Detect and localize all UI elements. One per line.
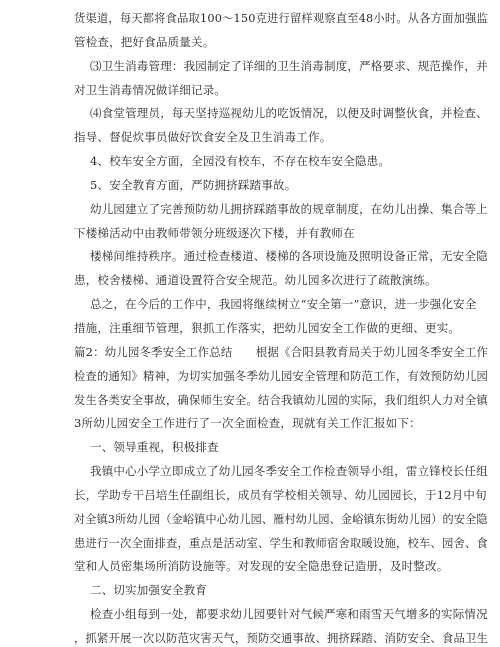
text-line: 幼儿园建立了完善预防幼儿拥挤踩踏事故的规章制度，在幼儿出操、集合等上: [90, 202, 488, 216]
text-line: 总之，在今后的工作中，我园将继续树立“安全第一”意识，进一步强化安全: [90, 297, 477, 311]
text-line: ，抓紧开展一次以防范灾害天气，预防交通事故、拥挤踩踏、消防安全、食品卫生: [74, 631, 489, 645]
text-line: 堂和人员密集场所消防设施等。对发现的安全隐患登记造册，及时整改。: [74, 559, 449, 573]
text-line: 长，学助专干吕培生任副组长，成员有学校相关领导、幼儿园园长，于12月中旬: [74, 488, 487, 502]
section-heading: 5、安全教育方面，严防拥挤踩踏事故。: [90, 178, 297, 192]
text-line: 检查小组每到一处，都要求幼儿园要针对气候严寒和雨雪天气增多的实际情况: [90, 607, 488, 621]
text-line: 楼梯间维持秩序。通过检查楼道、楼梯的各项设施及照明设备正常，无安全隐: [90, 249, 488, 263]
text-line: 货渠道，每天都将食品取100～150克进行留样观察直至48小时。从各方面加强监: [74, 11, 488, 25]
section-heading: 二、切实加强安全教育: [90, 583, 207, 597]
text-line: 措施，注重细节管理，狠抓工作落实，把幼儿园安全工作做的更细、更实。: [74, 321, 461, 335]
section-heading: 4、校车安全方面，全园没有校车，不存在校车安全隐患。: [90, 154, 391, 168]
text-line: 对全镇3所幼儿园（金峪镇中心幼儿园、雁村幼儿园、金峪镇东街幼儿园）的安全隐: [74, 512, 488, 526]
text-line: 发生各类安全事故，确保师生安全。结合我镇幼儿园的实际，我们组织人力对全镇: [74, 393, 489, 407]
text-line: 下楼梯活动中由教师带领分班级逐次下楼，并有教师在: [74, 226, 355, 240]
text-line: 我镇中心小学立即成立了幼儿园冬季安全工作检查领导小组，雷立锋校长任组: [90, 464, 488, 478]
text-line: 指导、督促炊事员做好饮食安全及卫生消毒工作。: [74, 130, 332, 144]
text-line: 对卫生消毒情况做详细记录。: [74, 83, 227, 97]
text-line: 检查的通知》精神，为切实加强冬季幼儿园安全管理和防范工作，有效预防幼儿园: [74, 369, 489, 383]
text-line: 3所幼儿园安全工作进行了一次全面检查，现就有关工作汇报如下：: [74, 416, 421, 430]
text-line: ⑷食堂管理员，每天坚持巡视幼儿的吃饭情况，以便及时调整伙食，并检查、: [90, 106, 488, 120]
text-line: 患，校舍楼梯、通道设置符合安全规范。幼儿园多次进行了疏散演练。: [74, 273, 437, 287]
text-line: 患进行一次全面排查，重点是活动室、学生和教师宿舍取暖设施，校车、园舍、食: [74, 536, 489, 550]
text-line: 管检查，把好食品质量关。: [74, 35, 215, 49]
article-heading: 篇2：幼儿园冬季安全工作总结 根据《合阳县教育局关于幼儿园冬季安全工作: [74, 345, 489, 359]
section-heading: 一、领导重视，积极排查: [90, 440, 219, 454]
text-line: ⑶卫生消毒管理：我园制定了详细的卫生消毒制度，严格要求、规范操作，并: [90, 59, 488, 73]
